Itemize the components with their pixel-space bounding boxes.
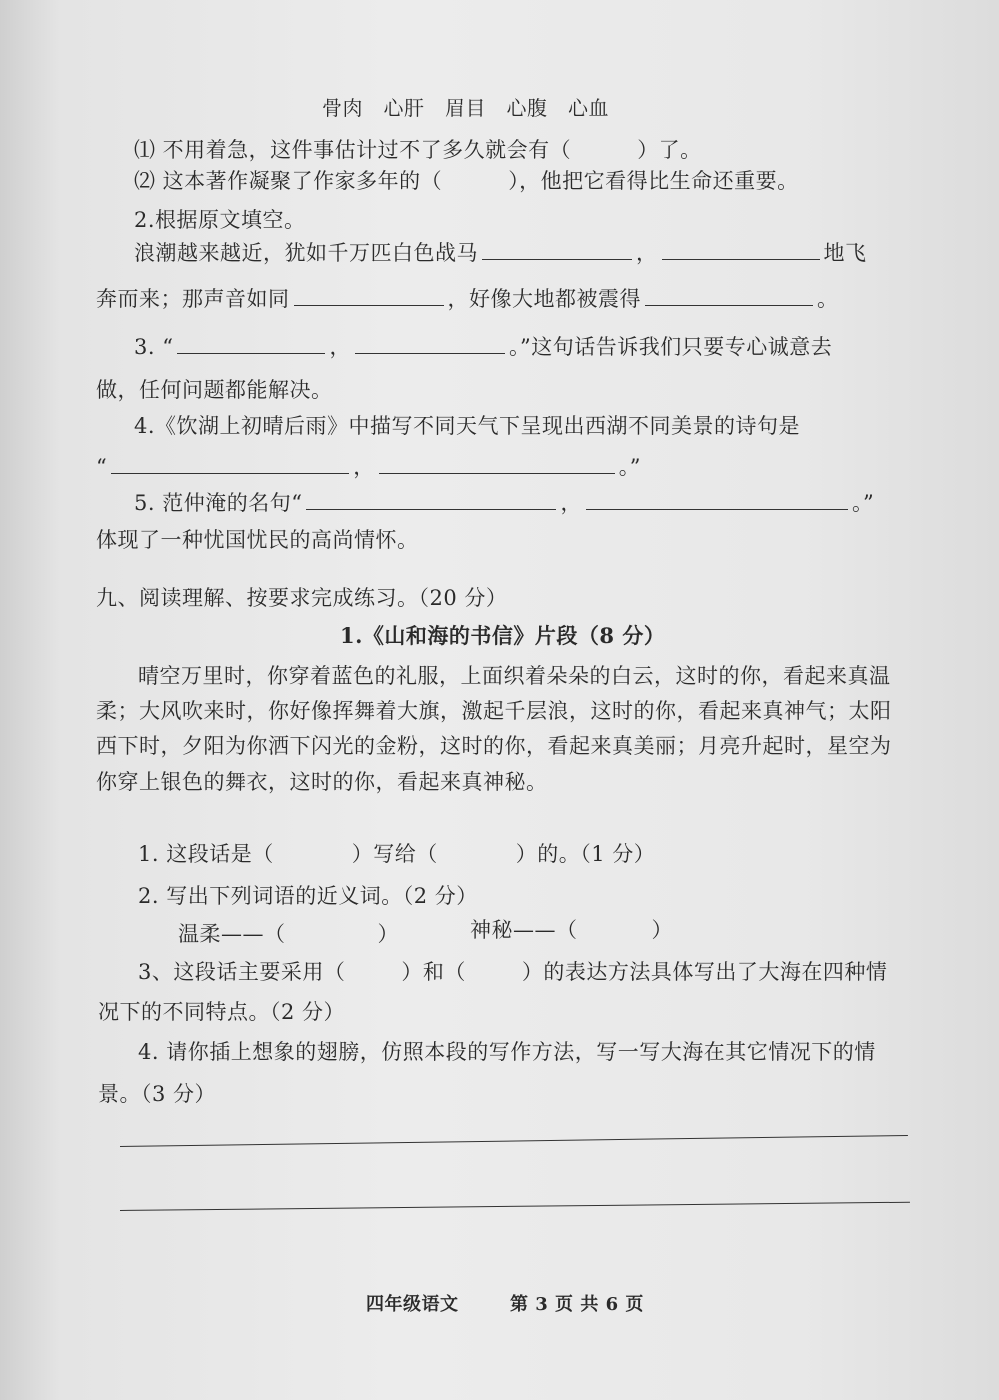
passage-title: 1.《山和海的书信》片段（8 分） [340,623,666,648]
word-bank: 骨肉 心肝 眉目 心腹 心血 [322,96,609,120]
passage-line-3: 西下时，夕阳为你洒下闪光的金粉，这时的你，看起来真美丽；月亮升起时，星空为 [96,734,892,758]
answer-blank[interactable] [177,330,325,354]
fill-question-1-suffix: ）了。 [637,138,702,162]
q3-num: 3. “ [134,335,174,360]
rq3-b: ）和（ [401,960,466,984]
question-5-line-1 [134,486,874,517]
footer-page-number: 第 3 页 共 6 页 [510,1294,644,1315]
question-2-line-2 [96,282,839,313]
answer-blank[interactable] [379,450,615,474]
q3-rest: 。”这句话告诉我们只要专心诚意去 [508,335,833,360]
rq1-a: 1. 这段话是（ [138,842,274,866]
q2-line2-b: ，好像大地都被震得 [447,287,641,312]
synonym-2-word: 神秘——（ [470,918,578,942]
q4-open: “ [96,455,108,480]
answer-blank[interactable] [645,282,813,306]
synonym-1-word: 温柔——（ [178,922,286,946]
answer-blank[interactable] [294,282,444,306]
writing-line-2[interactable] [120,1202,910,1211]
question-5-line-2: 体现了一种忧国忧民的高尚情怀。 [96,528,419,552]
rq1-b: ）写给（ [351,842,438,866]
fill-question-1-prefix: ⑴ 不用着急，这件事估计过不了多久就会有（ [134,138,572,162]
synonym-1 [178,918,399,948]
q4-comma: ， [353,455,375,480]
rq1-c: ）的。（1 分） [515,842,656,866]
passage-line-4: 你穿上银色的舞衣，这时的你，看起来真神秘。 [96,770,548,794]
passage-line-1: 晴空万里时，你穿着蓝色的礼服，上面织着朵朵的白云，这时的你，看起来真温 [138,664,891,688]
q2-line1-text: 浪潮越来越近，犹如千万匹白色战马 [134,241,478,266]
answer-blank[interactable] [355,330,505,354]
q2-line2-end: 。 [817,287,839,312]
synonym-1-close: ） [377,922,399,946]
fill-question-2 [134,165,799,195]
section-9-heading: 九、阅读理解、按要求完成练习。（20 分） [96,586,508,610]
reading-question-4-line-1: 4. 请你插上想象的翅膀，仿照本段的写作方法，写一写大海在其它情况下的情 [138,1040,876,1064]
answer-blank[interactable] [662,236,820,260]
synonym-2 [470,914,673,944]
q5-close: 。” [851,491,875,516]
footer-subject: 四年级语文 [366,1294,459,1315]
question-2-title: 2.根据原文填空。 [134,208,306,232]
q2-line1-end: 地飞 [823,241,867,266]
q5-prefix: 5. 范仲淹的名句“ [134,491,303,516]
rq3-c: ）的表达方法具体写出了大海在四种情 [521,960,888,984]
answer-blank[interactable] [482,236,632,260]
writing-line-1[interactable] [120,1135,908,1147]
question-2-line-1 [134,236,867,267]
question-4-line-1: 4.《饮湖上初晴后雨》中描写不同天气下呈现出西湖不同美景的诗句是 [134,414,801,438]
question-4-line-2 [96,450,641,481]
reading-question-1 [138,838,655,868]
rq3-a: 3、这段话主要采用（ [138,960,346,984]
reading-question-4-line-2: 景。（3 分） [98,1082,217,1106]
fill-question-2-suffix: ），他把它看得比生命还重要。 [508,169,799,193]
fill-question-1 [134,134,702,164]
synonym-2-close: ） [651,918,673,942]
reading-question-3-line-2: 况下的不同特点。（2 分） [98,1000,346,1024]
q4-close: 。” [618,455,641,480]
question-3-line-2: 做，任何问题都能解决。 [96,378,333,402]
reading-question-2: 2. 写出下列词语的近义词。（2 分） [138,884,478,908]
reading-question-3 [138,956,887,986]
question-3-line-1 [134,330,832,361]
q3-comma: ， [329,335,351,360]
answer-blank[interactable] [586,486,848,510]
answer-blank[interactable] [306,486,556,510]
passage-line-2: 柔；大风吹来时，你好像挥舞着大旗，激起千层浪，这时的你，看起来真神气；太阳 [96,699,892,723]
fill-question-2-prefix: ⑵ 这本著作凝聚了作家多年的（ [134,169,443,193]
q5-comma: ， [560,491,582,516]
answer-blank[interactable] [111,450,349,474]
q2-line1-comma: ， [636,241,658,266]
q2-line2-a: 奔而来；那声音如同 [96,287,290,312]
